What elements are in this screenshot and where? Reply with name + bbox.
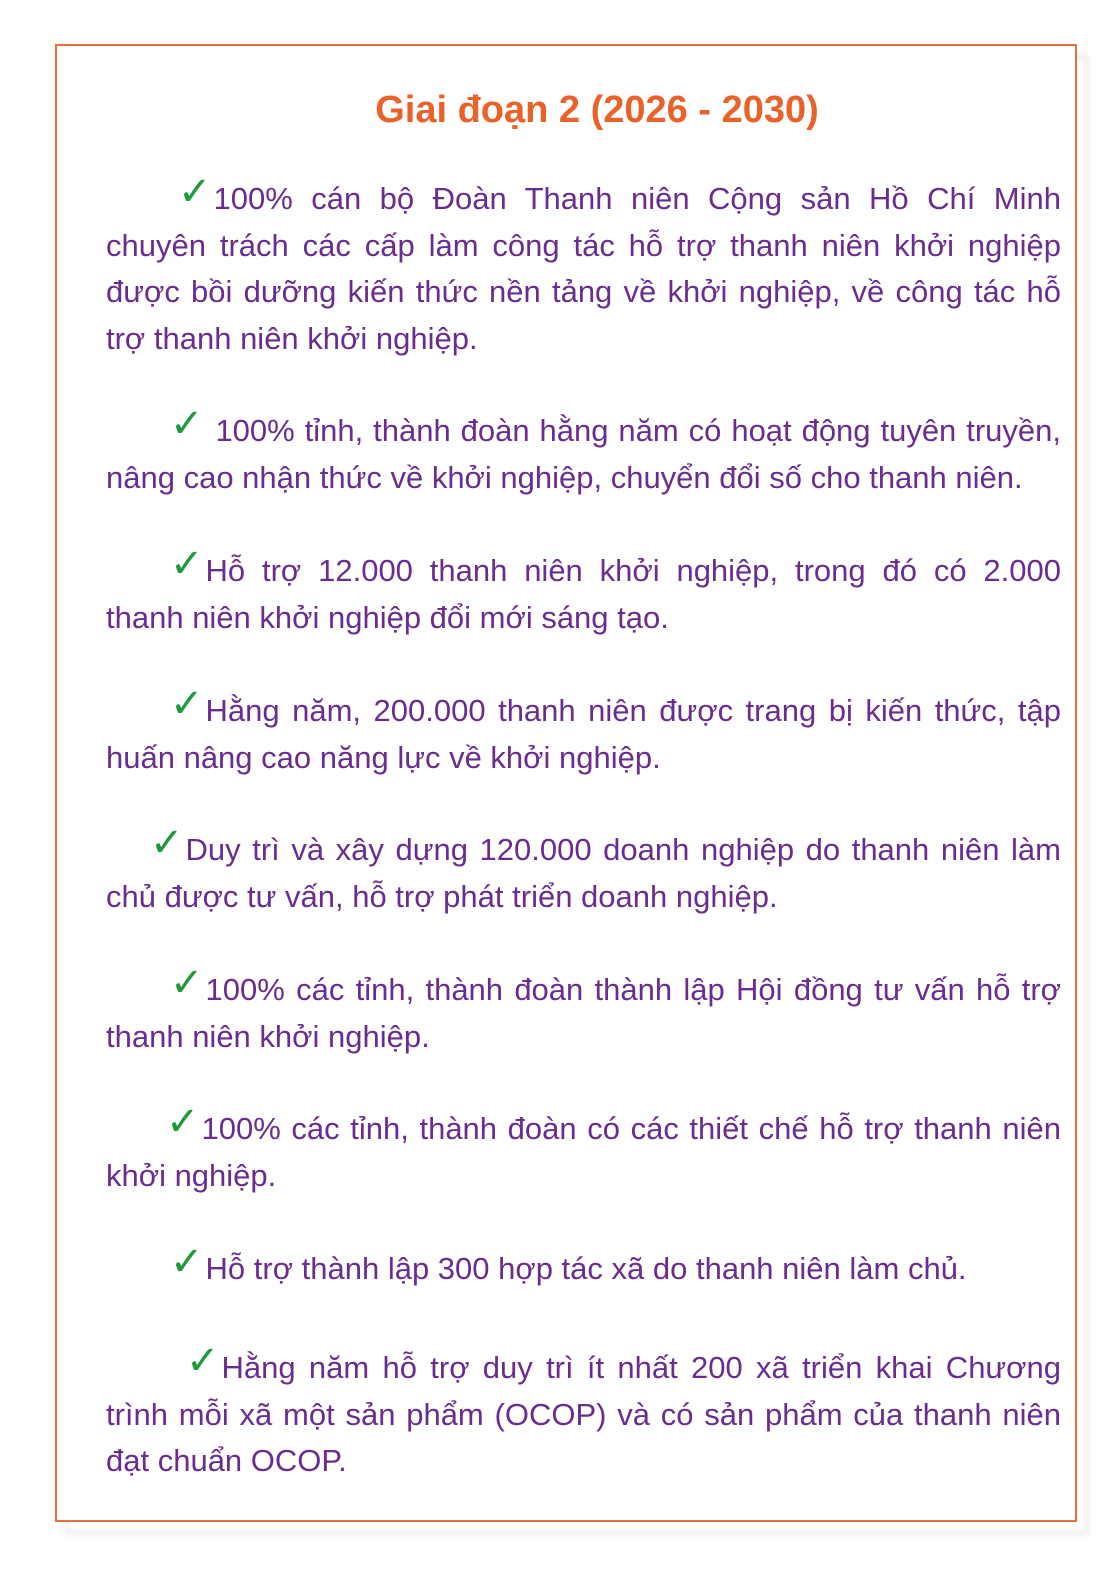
goal-item — [106, 541, 1061, 641]
check-icon: ✓ — [166, 1099, 200, 1145]
goal-text: Hằng năm hỗ trợ duy trì ít nhất 200 xã triển khai Chương trình mỗi xã một sản phẩm (OCOP) và có sản phẩm của thanh niên đạt chuẩn OCOP. — [106, 1350, 1061, 1478]
check-icon: ✓ — [170, 401, 204, 447]
goal-text: 100% cán bộ Đoàn Thanh niên Cộng sản Hồ Chí Minh chuyên trách các cấp làm công tác hỗ trợ thanh niên khởi nghiệp được bồi dưỡng kiến thức nền tảng về khởi nghiệp, về công tác hỗ trợ thanh niên khởi nghiệp. — [106, 181, 1061, 356]
check-icon: ✓ — [150, 820, 184, 866]
goal-text: 100% tỉnh, thành đoàn hằng năm có hoạt động tuyên truyền, nâng cao nhận thức về khởi nghiệp, chuyển đổi số cho thanh niên. — [106, 413, 1061, 495]
check-icon: ✓ — [170, 681, 204, 727]
check-icon: ✓ — [170, 960, 204, 1006]
goal-text: Hỗ trợ thành lập 300 hợp tác xã do thanh niên làm chủ. — [205, 1251, 967, 1286]
goal-text: Hằng năm, 200.000 thanh niên được trang bị kiến thức, tập huấn nâng cao năng lực về khởi nghiệp. — [106, 693, 1061, 775]
goal-text: Duy trì và xây dựng 120.000 doanh nghiệp do thanh niên làm chủ được tư vấn, hỗ trợ phát triển doanh nghiệp. — [106, 832, 1061, 914]
goal-item — [106, 169, 1061, 362]
goal-item — [106, 681, 1061, 781]
goal-item — [106, 1338, 1061, 1485]
check-icon: ✓ — [178, 169, 212, 215]
goal-item — [106, 1099, 1061, 1199]
check-icon: ✓ — [170, 541, 204, 587]
goal-text: 100% các tỉnh, thành đoàn có các thiết chế hỗ trợ thanh niên khởi nghiệp. — [106, 1111, 1061, 1193]
check-icon: ✓ — [170, 1239, 204, 1285]
page-title: Giai đoạn 2 (2026 - 2030) — [375, 89, 819, 131]
goal-text: 100% các tỉnh, thành đoàn thành lập Hội đồng tư vấn hỗ trợ thanh niên khởi nghiệp. — [106, 972, 1061, 1054]
goal-text: Hỗ trợ 12.000 thanh niên khởi nghiệp, trong đó có 2.000 thanh niên khởi nghiệp đổi mới sáng tạo. — [106, 553, 1061, 635]
goal-item — [106, 1239, 1061, 1293]
goal-item — [106, 401, 1061, 501]
check-icon: ✓ — [186, 1338, 220, 1384]
goal-item — [106, 820, 1061, 920]
goal-item — [106, 960, 1061, 1060]
